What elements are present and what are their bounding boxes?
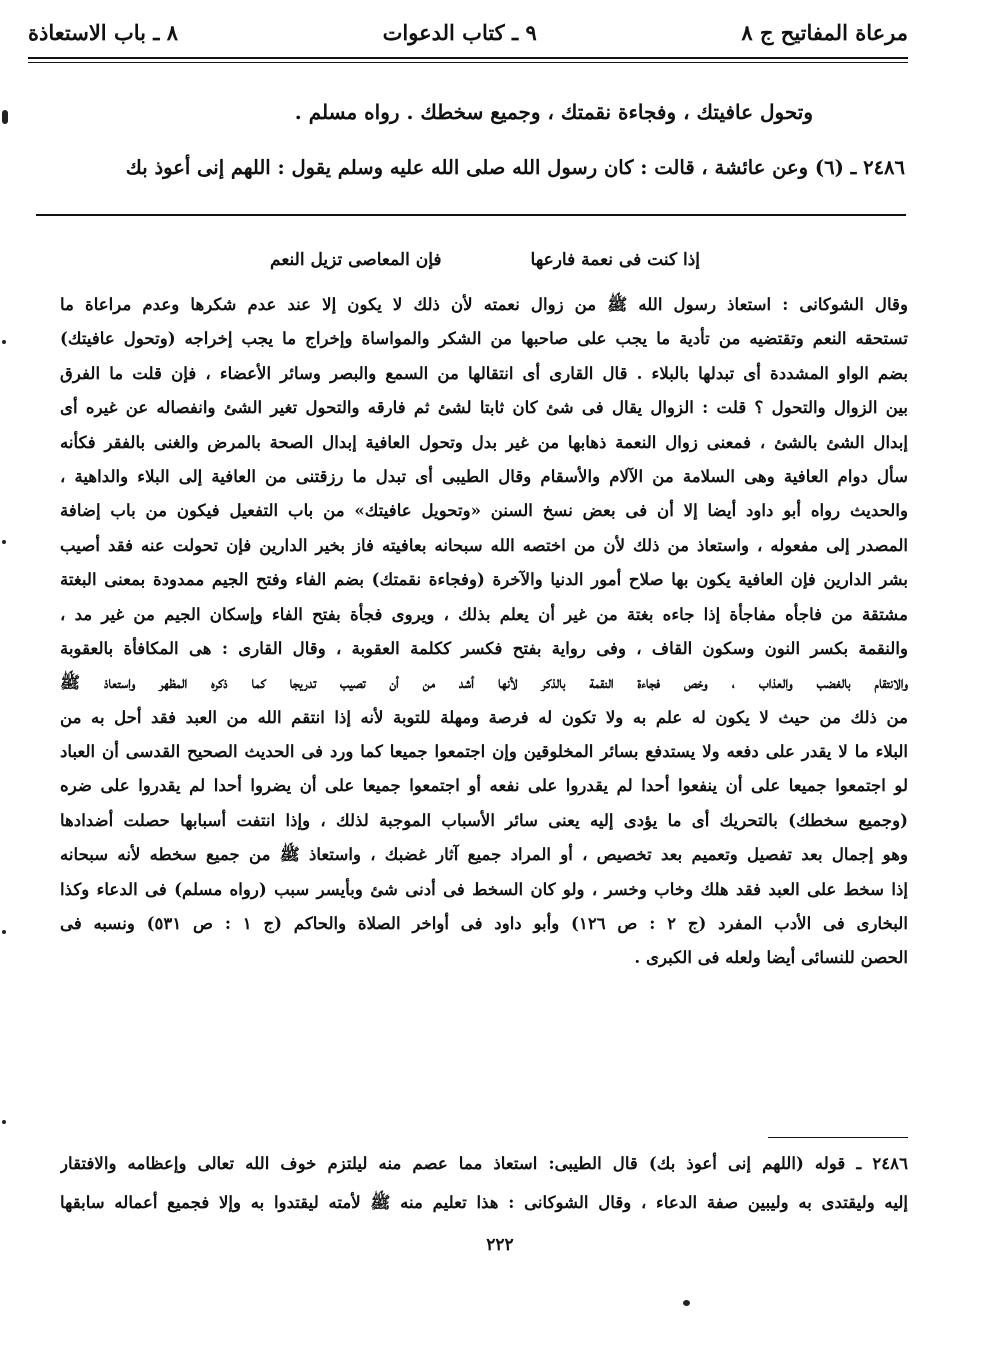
body-line: سأل دوام العافية وهى السلامة من الآلام والأسقام وقال الطيبى أى تبدل ما رزقتنى من العافية إلى البلاء والداهية ،: [60, 465, 908, 486]
footnote-commentary: [60, 1144, 908, 1222]
body-line: تستحقه النعم وتقتضيه من تأدية ما يجب على صاحبها من الشكر والمواساة وإخراج ما يجب إخراجه (وتحول عافيتك): [60, 328, 908, 349]
header-rule-bottom: [28, 62, 908, 63]
body-line: من ذلك من حيث لا يكون له علم به ولا تكون له فرصة ومهلة للتوبة لأنه إذا انتقم الله من العبد فقد أحل به من: [60, 706, 908, 727]
body-line: والانتقام بالغضب والعذاب ، وخص فجاءة النقمة بالذكر لأنها أشد من أن تصيب تدريجا كما ذكره المظهر واستعاذ ﷺ: [60, 672, 908, 693]
body-line: والحديث رواه أبو داود أيضا إلا أن فى بعض نسخ السنن «وتحويل عافيتك» من باب التفعيل فيكون من باب إضافة: [60, 500, 908, 521]
binding-mark: [2, 110, 8, 124]
body-line: بشر الدارين فإن العافية يكون بها صلاح أمور الدنيا والآخرة (وفجاءة نقمتك) بضم الفاء وفتح الجيم ممدودة بمعنى البغتة: [60, 569, 908, 590]
text-separator-rule: [36, 214, 906, 216]
body-line: (وجميع سخطك) بالتحريك أى ما يؤدى إليه يعنى سائر الأسباب الموجبة لذلك ، وإذا انتفت أسبابها حصلت أضدادها: [60, 809, 908, 830]
hadith-continuation: وتحول عافيتك ، وفجاءة نقمتك ، وجميع سخطك . رواه مسلم .: [294, 100, 813, 124]
body-line: المصدر إلى مفعوله ، واستعاذ من ذلك لأن من اختصه الله سبحانه بعافيته فاز بخير الدارين فإن تحولت عنه فقد أصيب: [60, 534, 908, 555]
ink-speck: [683, 1300, 690, 1306]
binding-mark: [2, 1120, 6, 1124]
poem-verse: [270, 250, 700, 270]
body-line: إذا سخط على العبد فقد هلك وخاب وخسر ، ولو كان السخط فى أدنى شئ وبأيسر سبب (رواه مسلم) فى الدعاء وكذا: [60, 878, 908, 899]
body-line: البخارى فى الأدب المفرد (ج ٢ : ص ١٢٦) وأبو داود فى أواخر الصلاة والحاكم (ج ١ : ص ٥٣١) ونسبه فى: [60, 913, 908, 934]
poem-first-hemistich: إذا كنت فى نعمة فارعها: [530, 250, 700, 270]
binding-mark: [2, 540, 6, 544]
page-number: ٢٢٢: [486, 1235, 514, 1255]
poem-second-hemistich: فإن المعاصى تزيل النعم: [270, 250, 442, 270]
footnote-line: إليه وليقتدى به وليبين صفة الدعاء ، وقال الشوكانى : هذا تعليم منه ﷺ لأمته ليقتدوا به وإلا فجميع أعماله سابقها: [60, 1192, 908, 1212]
body-line: بين الزوال والتحول ؟ قلت : الزوال يقال فى شئ كان ثابتا لشئ ثم فارقه والتحول تغير الشئ وانفصاله عن غيره أى: [60, 397, 908, 418]
body-line: مشتقة من فاجأه مفاجأة إذا جاءه بغتة من غير أن يعلم بذلك ، ويروى فجأة بفتح الفاء وإسكان الجيم من غير مد ،: [60, 603, 908, 624]
footnote-rule: [768, 1137, 908, 1138]
header-chapter-title: ٨ ـ باب الاستعاذة: [28, 19, 179, 45]
body-line: بضم الواو المشددة أى تبدلها بالبلاء . قال القارى أى انتقالها من السمع والبصر وسائر الأعضاء ، فإن قلت ما الفرق: [60, 362, 908, 383]
header-section-title: ٩ ـ كتاب الدعوات: [382, 19, 537, 45]
body-line: الحصن للنسائى أيضا ولعله فى الكبرى .: [634, 947, 908, 968]
running-header: [28, 14, 908, 50]
binding-mark: [2, 930, 6, 934]
body-line: البلاء ما لا يقدر على دفعه ولا يستدفع بسائر المخلوقين وإن اجتمعوا جميعا كما ورد فى الحديث الصحيح القدسى أن العباد: [60, 741, 908, 762]
commentary-body: [60, 287, 908, 975]
header-rule-top: [28, 57, 908, 59]
body-line: والنقمة بكسر النون وسكون القاف ، وفى رواية بفتح فكسر ككلمة العقوبة ، وقال القارى : هى المكافأة بالعقوبة: [60, 637, 908, 658]
body-line: لو اجتمعوا جميعا على أن ينفعوا أحدا لم يقدروا على نفعه أو اجتمعوا جميعا على أن يضروا أحدا لم يقدروا على ضره: [60, 775, 908, 796]
footnote-line: ٢٤٨٦ ـ قوله (اللهم إنى أعوذ بك) قال الطيبى: استعاذ مما عصم منه ليلتزم خوف الله تعالى وإعظامه والافتقار: [60, 1153, 908, 1173]
body-line: وقال الشوكانى : استعاذ رسول الله ﷺ من زوال نعمته لأن ذلك لا يكون إلا عند عدم شكرها وعدم مراعاة ما: [60, 294, 908, 314]
binding-mark: [2, 340, 6, 344]
hadith-next-entry: ٢٤٨٦ ـ (٦) وعن عائشة ، قالت : كان رسول الله صلى الله عليه وسلم يقول : اللهم إنى أعوذ بك: [125, 156, 905, 179]
header-book-volume: مرعاة المفاتيح ج ٨: [741, 19, 908, 45]
body-line: إبدال الشئ بالشئ ، فمعنى زوال النعمة ذهابها من غير بدل وتحول العافية إبدال الصحة بالمرض والغنى بالفقر فكأنه: [60, 431, 908, 452]
body-line: وهو إجمال بعد تفصيل وتعميم بعد تخصيص ، أو المراد جميع آثار غضبك ، واستعاذ ﷺ من جميع سخطه لأنه سبحانه: [60, 844, 908, 865]
